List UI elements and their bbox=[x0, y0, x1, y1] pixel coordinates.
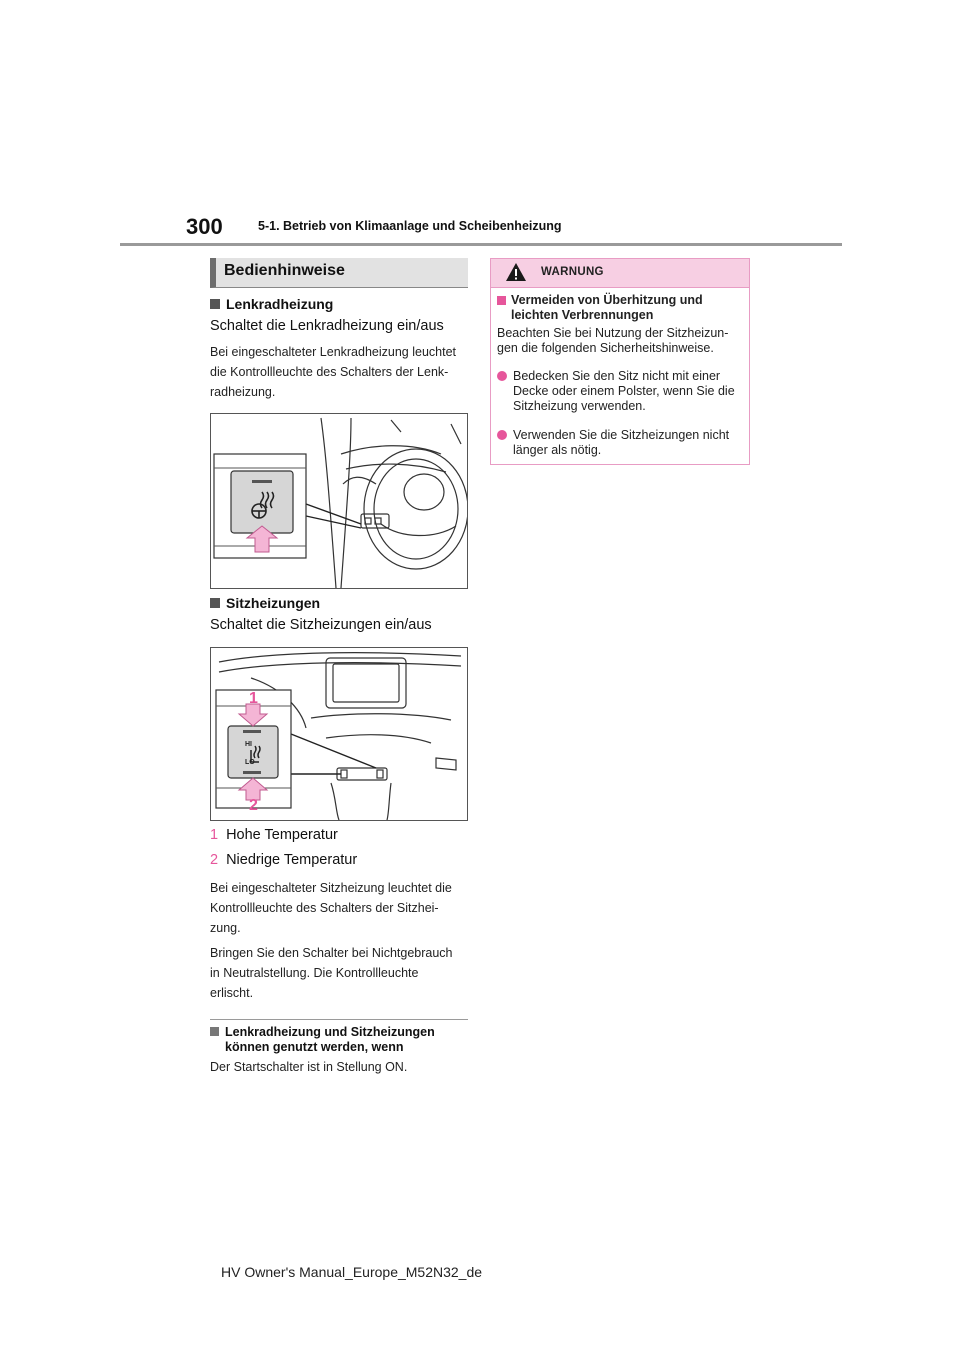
footer-text: HV Owner's Manual_Europe_M52N32_de bbox=[221, 1264, 483, 1280]
pink-square-bullet-icon bbox=[497, 296, 506, 305]
warning-triangle-icon bbox=[505, 262, 527, 282]
figure-label-1: 1 bbox=[249, 690, 258, 707]
warning-label: WARNUNG bbox=[541, 266, 604, 278]
seat-heater-figure bbox=[210, 647, 468, 821]
steering-heater-lead: Schaltet die Lenkradheizung ein/aus bbox=[210, 318, 444, 334]
warning-box: WARNUNG Vermeiden von Überhitzung und leichten Verbrennungen Beachten Sie bei Nutzung der Sitzheizun- gen die folgenden Sicherheitshinweise. Bedecken Sie den Sitz nicht mit einer Decke oder einem Polster, wenn Sie die Sitzheizung verwenden. Verwenden Sie die Sitzheizungen nicht länger als nötig. bbox=[490, 258, 750, 465]
section-heading bbox=[210, 258, 468, 288]
switch-hi-label: HI bbox=[245, 741, 252, 748]
seat-heater-lead: Schaltet die Sitzheizungen ein/aus bbox=[210, 617, 432, 633]
steering-wheel-illustration bbox=[211, 414, 467, 588]
note-body: Der Startschalter ist in Stellung ON. bbox=[210, 1060, 408, 1074]
page-number: 300 bbox=[186, 214, 223, 239]
seat-heater-illustration bbox=[211, 648, 467, 820]
section-heading-text: Bedienhinweise bbox=[224, 262, 345, 279]
header-rule bbox=[120, 243, 842, 246]
seat-heater-title: Sitzheizungen bbox=[210, 595, 320, 611]
steering-heater-figure bbox=[210, 413, 468, 589]
item-high-temperature: 1 Hohe Temperatur bbox=[210, 827, 338, 843]
warning-header bbox=[491, 259, 749, 288]
square-bullet-icon bbox=[210, 299, 220, 309]
pink-dot-bullet-icon bbox=[497, 430, 507, 440]
steering-heater-title: Lenkradheizung bbox=[210, 296, 333, 312]
section-title: 5-1. Betrieb von Klimaanlage und Scheibenheizung bbox=[258, 219, 562, 233]
seat-heater-body-2: Bringen Sie den Schalter bei Nichtgebrauch in Neutralstellung. Die Kontrollleuchte erlischt. bbox=[210, 946, 453, 1000]
pink-dot-bullet-icon bbox=[497, 371, 507, 381]
item-low-temperature: 2 Niedrige Temperatur bbox=[210, 852, 358, 868]
steering-heater-body: Bei eingeschalteter Lenkradheizung leuchtet die Kontrollleuchte des Schalters der Lenk- radheizung. bbox=[210, 345, 457, 399]
seat-heater-body-1: Bei eingeschalteter Sitzheizung leuchtet die Kontrollleuchte des Schalters der Sitzhei- zung. bbox=[210, 881, 452, 935]
switch-lo-label: LO bbox=[245, 759, 255, 766]
note-title: Lenkradheizung und Sitzheizungen können genutzt werden, wenn bbox=[210, 1025, 468, 1055]
square-bullet-icon bbox=[210, 598, 220, 608]
figure-label-2: 2 bbox=[249, 797, 258, 814]
square-bullet-icon bbox=[210, 1027, 219, 1036]
note-rule bbox=[210, 1019, 468, 1020]
